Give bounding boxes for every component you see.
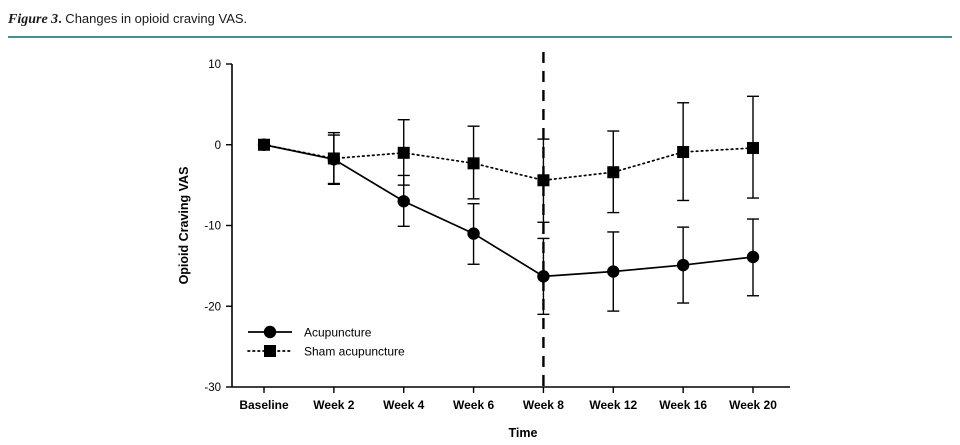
data-point [398,147,410,159]
x-tick-label: Week 12 [589,398,638,412]
data-point [607,166,619,178]
legend-item [248,326,372,340]
figure-number: Figure 3 [8,12,59,27]
x-tick-label: Week 6 [453,398,495,412]
chart-figure [0,42,960,445]
x-tick-label: Week 2 [313,398,355,412]
caption-divider [8,36,952,38]
x-tick-label: Week 8 [522,398,564,412]
opioid-craving-vas-chart [0,42,960,445]
legend-marker [264,326,276,338]
plot-area [177,52,790,440]
legend-label: Sham acupuncture [304,344,405,359]
data-point [537,270,549,282]
data-point [607,265,619,277]
caption-text: Changes in opioid craving VAS. [61,11,248,26]
data-point [328,152,340,164]
y-tick-label: -30 [204,382,221,394]
y-tick-label: -20 [204,301,221,314]
series-line-acupuncture [264,145,753,277]
data-point [258,139,270,151]
x-tick-label: Week 16 [659,398,708,412]
data-point [398,195,410,207]
x-tick-label: Week 20 [729,398,777,412]
data-point [747,251,759,263]
x-axis-title: Time [508,426,538,440]
y-tick-label: 0 [214,139,221,152]
y-tick-label: -10 [204,220,221,233]
figure-caption [8,10,952,29]
legend-item [248,345,405,359]
legend-marker [264,345,276,357]
data-point [537,174,549,186]
caption-separator: . [58,12,62,27]
data-point [468,157,480,169]
y-tick-label: 10 [208,59,221,71]
x-tick-label: Baseline [239,398,289,412]
x-tick-label: Week 4 [383,398,425,412]
data-point [677,146,689,158]
data-point [747,142,759,154]
data-point [467,227,479,239]
legend-label: Acupuncture [304,325,372,340]
data-point [677,259,689,271]
y-axis-title: Opioid Craving VAS [177,166,191,285]
